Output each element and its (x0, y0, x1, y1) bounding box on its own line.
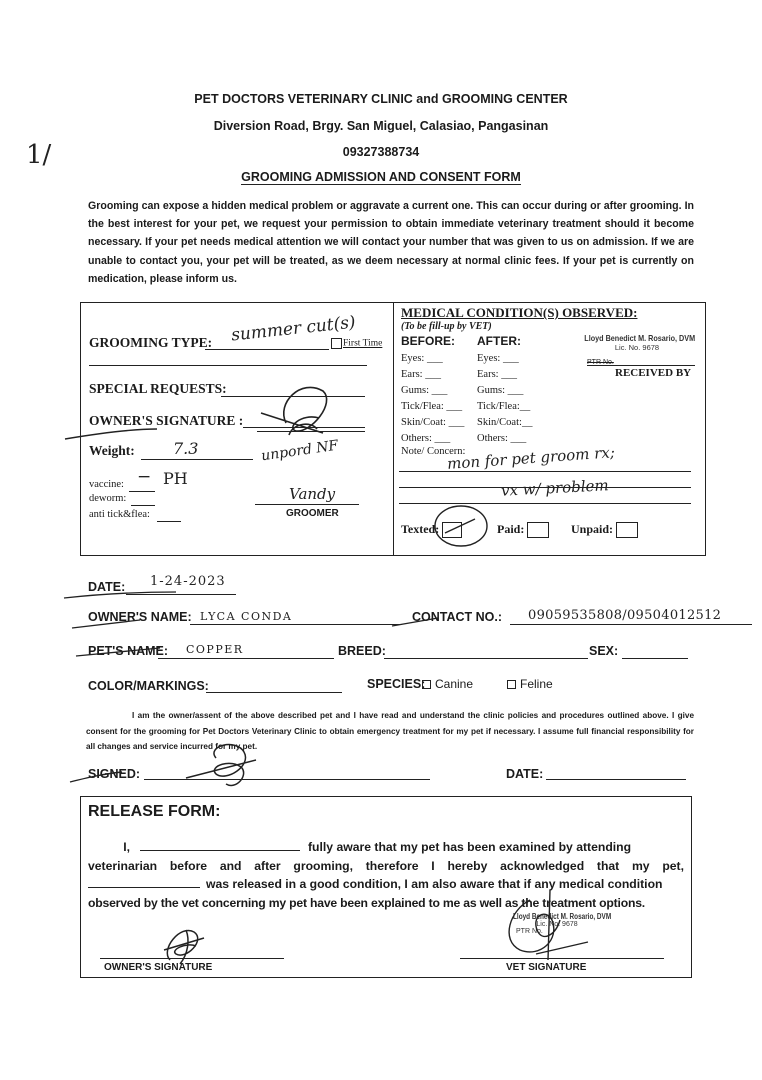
after-tick: Tick/Flea:__ (477, 401, 531, 412)
after-label: AFTER: (477, 334, 521, 348)
signed-label: SIGNED: (88, 767, 141, 781)
before-skin: Skin/Coat: ___ (401, 417, 465, 428)
grooming-type-value[interactable]: summer cut(s) (230, 312, 357, 346)
after-others: Others: ___ (477, 433, 527, 444)
note-line-1[interactable]: mon for pet groom rx; (446, 443, 616, 473)
consent-paragraph: I am the owner/assent of the above described pet and I have read and understand the clinic policies and procedures outlined above. I give consent for the grooming for Pet Doctors Veterinary Clinic to obtain emergency treatment for my pet if necessary. I assume full financial responsibility for all changes and service incurred for my pet. (86, 711, 694, 751)
unpaid-checkbox[interactable] (616, 522, 638, 538)
before-label: BEFORE: (401, 334, 455, 348)
unpaid-label: Unpaid: (571, 522, 614, 536)
stamp-ptr: PTR No. (587, 359, 614, 366)
breed-line (384, 658, 588, 659)
release-title: RELEASE FORM: (88, 803, 221, 820)
note-line-2[interactable]: vx w/ problem (500, 476, 610, 500)
weight-value[interactable]: 7.3 (173, 439, 199, 458)
sex-label: SEX: (589, 644, 619, 658)
vaccine-label: vaccine: (89, 479, 124, 490)
note-label: Note/ Concern: (401, 446, 466, 457)
owner-signature-label: OWNER'S SIGNATURE : (89, 413, 244, 428)
anti-tick-label: anti tick&flea: (89, 509, 150, 520)
deworm-label: deworm: (89, 493, 127, 504)
canine-label: Canine (435, 677, 474, 691)
release-stamp-lic: Lic. No. 9678 (536, 921, 578, 928)
form-title-wrap (0, 170, 762, 184)
medical-subtitle: (To be fill-up by VET) (401, 321, 492, 332)
canine-option[interactable] (422, 677, 473, 691)
contact-label: CONTACT NO.: (412, 610, 503, 624)
intro-paragraph: Grooming can expose a hidden medical problem or aggravate a current one. This can occur during or after grooming. In the best interest for your pet, we request your permission to obtain immediate veterinary treatment should it become necessary. If your pet needs medical attention we will contact your number that was given to us on admission. If we are unable to contact you, your pet will be treated, as we deem necessary at normal clinic fees. If your pet is currently on medication, please inform us. (88, 200, 694, 285)
before-others: Others: ___ (401, 433, 451, 444)
pet-name-label: PET'S NAME: (88, 644, 169, 658)
received-by-label: RECEIVED BY (615, 367, 692, 379)
vet-sig-line (460, 958, 664, 959)
unpaid-option[interactable] (571, 522, 638, 538)
date-label: DATE: (88, 580, 126, 594)
before-gums: Gums: ___ (401, 385, 448, 396)
medical-title: MEDICAL CONDITION(S) OBSERVED: (401, 305, 638, 320)
release-line-3: was released in a good condition, I am also aware that if any medical condition (88, 875, 684, 894)
grooming-type-label: GROOMING TYPE: (89, 335, 213, 350)
groomer-label: GROOMER (286, 508, 339, 519)
before-list (401, 351, 464, 447)
note-rule-1 (399, 471, 691, 472)
release-line-1: I, fully aware that my pet has been examined by attending (123, 840, 632, 854)
vet-stamp (575, 333, 699, 352)
canine-checkbox[interactable] (422, 680, 431, 689)
grooming-type-line-2 (89, 365, 367, 366)
sex-line (622, 658, 688, 659)
after-list (477, 351, 532, 447)
texted-circle-mark (431, 503, 491, 549)
anti-tick-line (157, 521, 181, 522)
clinic-address: Diversion Road, Brgy. San Miguel, Calasiao, Pangasinan (213, 119, 549, 133)
deworm-line (131, 505, 155, 506)
before-ears: Ears: ___ (401, 369, 441, 380)
weight-label: Weight: (89, 443, 135, 458)
weight-line (141, 459, 253, 460)
release-stamp-name: Lloyd Benedict M. Rosario, DVM (513, 912, 612, 921)
paid-option[interactable] (497, 522, 549, 538)
first-time-option[interactable] (331, 338, 382, 349)
date-strike-mark (60, 584, 180, 604)
upward-note: unpord NF (260, 437, 340, 465)
owner-release-sig-line (100, 958, 284, 959)
feline-label: Feline (520, 677, 553, 691)
before-eyes: Eyes: ___ (401, 353, 443, 364)
grooming-type-line (205, 349, 329, 350)
contact-value[interactable]: 09059535808/09504012512 (528, 608, 722, 623)
pet-name-line (158, 658, 334, 659)
panel-divider (393, 303, 394, 555)
feline-checkbox[interactable] (507, 680, 516, 689)
after-eyes: Eyes: ___ (477, 353, 519, 364)
release-line-2: veterinarian before and after grooming, therefore I hereby acknowledged that my pet, (88, 858, 684, 873)
breed-label: BREED: (338, 644, 386, 658)
signed-signature-mark (66, 738, 286, 798)
pet-name-value[interactable]: COPPER (186, 643, 244, 656)
release-stamp-ptr: PTR No. (516, 928, 543, 935)
vet-sig-label: VET SIGNATURE (506, 962, 587, 973)
release-line-4: observed by the vet concerning my pet have been explained to me as well as the treatment options. (88, 895, 645, 910)
groomer-line (255, 504, 359, 505)
species-label: SPECIES: (367, 677, 426, 691)
pet-name-strike-mark (74, 640, 164, 660)
vaccine-value[interactable]: PH (163, 469, 188, 488)
date-value[interactable]: 1-24-2023 (150, 574, 226, 589)
feline-option[interactable] (507, 677, 553, 691)
clinic-phone: 09327388734 (342, 145, 420, 159)
clinic-name: PET DOCTORS VETERINARY CLINIC and GROOMING CENTER (194, 92, 568, 106)
after-skin: Skin/Coat:__ (477, 417, 533, 428)
margin-mark: 1/ (26, 140, 52, 170)
paid-label: Paid: (497, 522, 525, 536)
first-time-label: First Time (343, 338, 383, 349)
admission-box (80, 302, 706, 556)
consent-date-label: DATE: (506, 767, 544, 781)
consent-date-line (546, 779, 686, 780)
after-gums: Gums: ___ (477, 385, 524, 396)
color-line (206, 692, 342, 693)
vaccine-line (129, 491, 155, 492)
vaccine-dash: − (137, 467, 152, 487)
paid-checkbox[interactable] (527, 522, 549, 538)
texted-label: Texted: (401, 522, 440, 536)
owner-name-label: OWNER'S NAME: (88, 610, 192, 624)
weight-right-line (257, 431, 365, 432)
details-strike-marks (70, 612, 750, 632)
received-by-line (587, 365, 695, 366)
after-ears: Ears: ___ (477, 369, 517, 380)
form-title: GROOMING ADMISSION AND CONSENT FORM (241, 170, 521, 184)
vet-signature-mark (490, 880, 610, 970)
stamp-lic: Lic. No. 9678 (614, 343, 660, 352)
special-requests-label: SPECIAL REQUESTS: (89, 381, 227, 396)
before-tick: Tick/Flea: ___ (401, 401, 463, 412)
color-label: COLOR/MARKINGS: (88, 679, 209, 693)
groomer-name: Vandy (289, 485, 336, 503)
owner-name-value[interactable]: LYCA CONDA (200, 610, 293, 623)
first-time-checkbox[interactable] (331, 338, 342, 349)
stamp-name: Lloyd Benedict M. Rosario, DVM (584, 333, 696, 343)
owner-release-sig-label: OWNER'S SIGNATURE (104, 962, 213, 973)
